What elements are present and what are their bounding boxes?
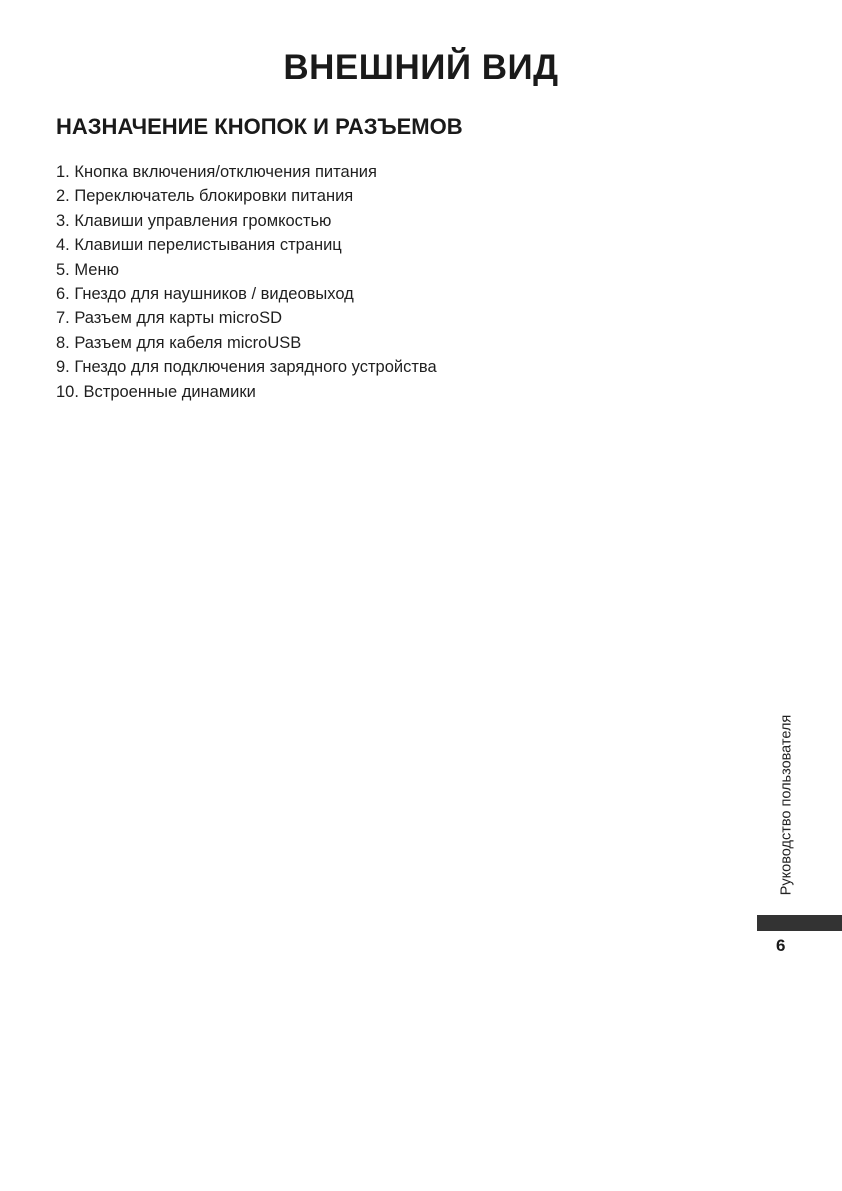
section-heading: НАЗНАЧЕНИЕ КНОПОК И РАЗЪЕМОВ [56, 114, 463, 139]
list-item: 8. Разъем для кабеля microUSB [56, 333, 302, 352]
list-item: 3. Клавиши управления громкостью [56, 211, 332, 230]
list-item: 10. Встроенные динамики [56, 382, 256, 401]
list-item: 1. Кнопка включения/отключения питания [56, 163, 377, 181]
list-item: 4. Клавиши перелистывания страниц [56, 236, 342, 255]
list-item: 2. Переключатель блокировки питания [56, 187, 354, 206]
list-item: 5. Меню [56, 260, 119, 279]
list-item: 7. Разъем для карты microSD [56, 309, 283, 328]
page-title: ВНЕШНИЙ ВИД [283, 48, 559, 87]
page-number: 6 [776, 936, 786, 955]
list-item: 6. Гнездо для наушников / видеовыход [56, 285, 354, 304]
side-bar [757, 915, 842, 931]
list-item: 9. Гнездо для подключения зарядного устройства [56, 358, 437, 377]
items-list [56, 160, 437, 404]
side-label-text: Руководство пользователя [778, 714, 794, 896]
side-label [762, 700, 810, 910]
